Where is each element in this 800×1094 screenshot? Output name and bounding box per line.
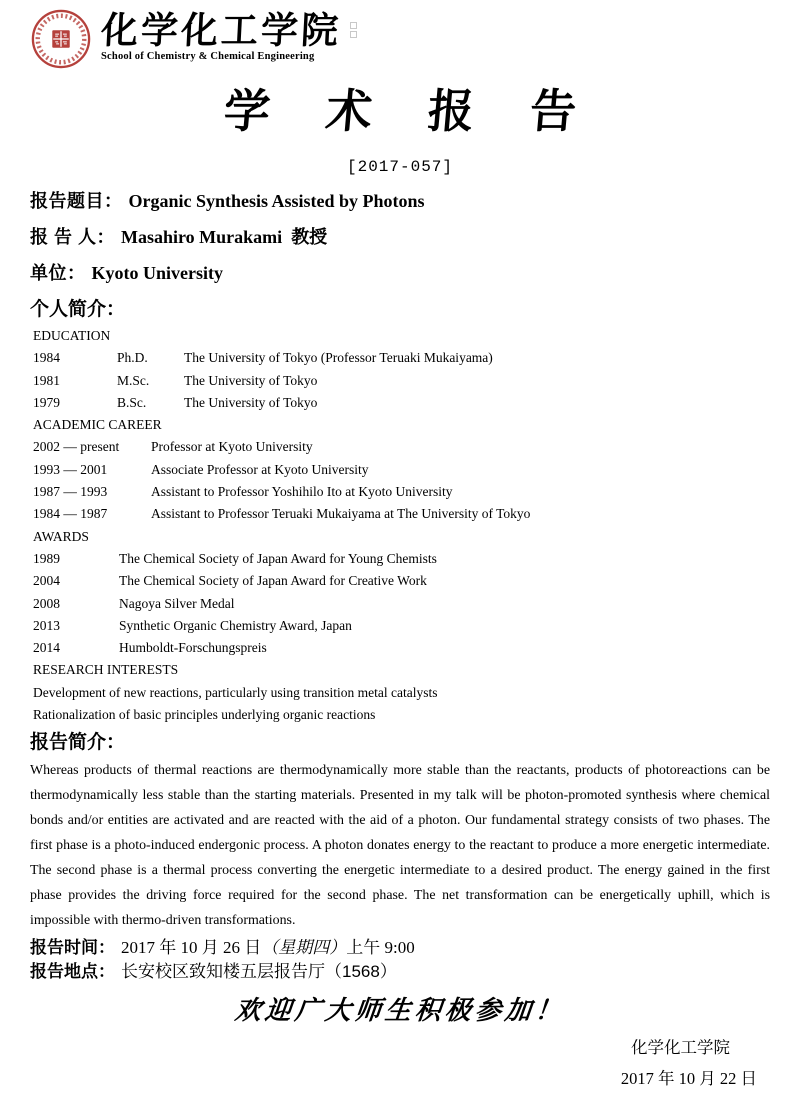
cv-row <box>33 704 770 726</box>
cv-cell: 1993 — 2001 <box>33 461 108 477</box>
speaker-line <box>30 223 770 259</box>
cv-row <box>33 392 770 414</box>
cv-row <box>33 548 770 570</box>
cv-row <box>33 347 770 369</box>
cv-section-header: RESEARCH INTERESTS <box>33 662 179 678</box>
cv-cell: 2002 — present <box>33 439 120 455</box>
school-logo-header <box>30 8 770 74</box>
place-value: 长安校区致知楼五层报告厅（1568） <box>121 961 397 981</box>
cv-row <box>33 370 770 392</box>
cv-section-header: ACADEMIC CAREER <box>33 417 162 433</box>
speaker-title: 教授 <box>291 227 328 247</box>
cv-cell: Ph.D. <box>117 350 148 366</box>
affiliation-label: 单位： <box>30 263 86 283</box>
cv-section-header: EDUCATION <box>33 328 111 343</box>
cv-cell: 1989 <box>33 550 60 566</box>
speaker-name: Masahiro Murakami <box>121 227 283 247</box>
cv-cell: 1979 <box>33 394 60 410</box>
school-name-cn: 化学化工学院 <box>99 8 343 52</box>
document-title: 学 术 报 告 <box>221 84 599 138</box>
time-line <box>30 936 770 960</box>
cv-cell: Professor at Kyoto University <box>151 439 313 455</box>
topic-label: 报告题目： <box>30 191 123 211</box>
cv-cell: Rationalization of basic principles underlying organic reactions <box>33 707 376 723</box>
cv-section-list <box>33 325 770 726</box>
time-hour: 上午 9:00 <box>346 937 415 957</box>
cv-row <box>33 570 770 592</box>
cv-cell: Nagoya Silver Medal <box>119 595 235 611</box>
bio-heading: 个人简介： <box>30 299 126 320</box>
cv-section-header: AWARDS <box>33 528 89 544</box>
university-seal-icon <box>30 8 92 70</box>
place-label: 报告地点： <box>30 961 115 981</box>
cv-cell: 1981 <box>33 372 60 388</box>
logistics-block <box>30 936 770 984</box>
cv-cell: 1984 <box>33 350 60 366</box>
cv-cell: The University of Tokyo (Professor Teruaki Mukaiyama) <box>184 350 493 366</box>
affiliation-value: Kyoto University <box>91 263 223 283</box>
cv-cell: The University of Tokyo <box>184 372 318 388</box>
cv-cell: Synthetic Organic Chemistry Award, Japan <box>119 617 352 633</box>
cv-cell: 2013 <box>33 617 60 633</box>
cv-cell: The Chemical Society of Japan Award for Creative Work <box>119 573 427 589</box>
speaker-label: 报 告 人： <box>30 227 116 247</box>
topic-value: Organic Synthesis Assisted by Photons <box>128 191 425 211</box>
welcome-line: 欢迎广大师生积极参加！ <box>233 995 567 1026</box>
school-name-en: School of Chemistry & Chemical Engineering <box>101 51 315 62</box>
cv-cell: The Chemical Society of Japan Award for Young Chemists <box>119 550 437 566</box>
cv-row <box>33 637 770 659</box>
footer-organization: 化学化工学院 <box>631 1038 730 1057</box>
time-weekday: （星期四） <box>261 937 347 957</box>
calligraphy-signature-mark <box>350 22 356 38</box>
cv-cell: The University of Tokyo <box>184 394 318 410</box>
topic-line <box>30 187 770 223</box>
place-line <box>30 960 770 984</box>
cv-cell: Humboldt-Forschungspreis <box>119 640 267 656</box>
cv-cell: 2014 <box>33 640 60 656</box>
cv-row <box>33 481 770 503</box>
cv-cell: Development of new reactions, particularly using transition metal catalysts <box>33 684 438 700</box>
meta-block <box>30 187 770 295</box>
abstract-text: Whereas products of thermal reactions are thermodynamically more stable than the reactants, products of photoreactions can be thermodynamically less stable than the starting materials. Presented in my talk will be photon-promoted synthesis where chemical bonds and/or entities are activated and are reacted with the aid of a photon. Our fundamental strategy consists of two phases. The first phase is a photo-induced endergonic process. A photon donates energy to the reactant to produce a more energetic intermediate. The second phase is a thermal process converting the energetic intermediate to a desired product. The energy gained in the first phase provides the driving force required for the second phase. The net transformation can be energetically uphill, which is impossible with thermo-driven transformations. <box>30 763 770 928</box>
affiliation-line <box>30 259 770 295</box>
cv-row <box>33 593 770 615</box>
serial-number: [2017-057] <box>346 158 453 176</box>
cv-cell: Associate Professor at Kyoto University <box>151 461 369 477</box>
school-name-block <box>101 8 341 62</box>
cv-cell: B.Sc. <box>117 394 147 410</box>
time-label: 报告时间： <box>30 937 115 957</box>
cv-cell: 1987 — 1993 <box>33 484 108 500</box>
cv-row <box>33 436 770 458</box>
cv-cell: Assistant to Professor Teruaki Mukaiyama at The University of Tokyo <box>151 506 531 522</box>
cv-row <box>33 682 770 704</box>
cv-cell: M.Sc. <box>117 372 150 388</box>
cv-cell: 2008 <box>33 595 60 611</box>
cv-cell: 1984 — 1987 <box>33 506 108 522</box>
cv-row <box>33 615 770 637</box>
cv-cell: 2004 <box>33 573 60 589</box>
abstract-heading: 报告简介： <box>30 732 126 754</box>
footer-block <box>30 1037 770 1090</box>
cv-row <box>33 503 770 525</box>
footer-date: 2017 年 10 月 22 日 <box>620 1068 757 1088</box>
time-date: 2017 年 10 月 26 日 <box>121 937 262 957</box>
cv-row <box>33 459 770 481</box>
cv-cell: Assistant to Professor Yoshihilo Ito at Kyoto University <box>151 484 453 500</box>
